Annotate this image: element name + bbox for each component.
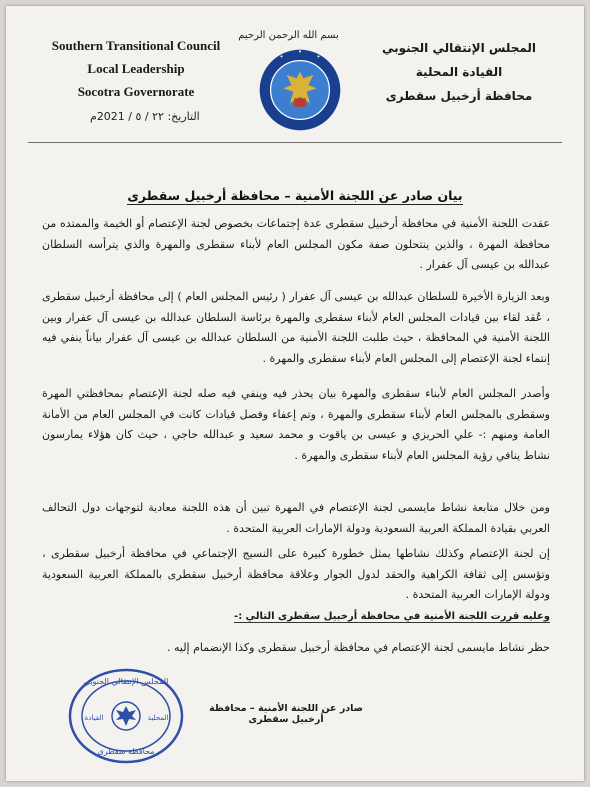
paragraph-3: وأصدر المجلس العام لأبناء سقطرى والمهرة بيان يحذر فيه وينفي فيه صله لجنة الإعتصام بمحافظتي المهرة وسقطرى بالمجلس العام لأبناء سقطرى والمهرة ، وتم إعفاء وفصل قيادات كانت في المجلس العام من الأمانة العامة ومنهم :- علي الحريزي و عيسى بن ياقوت و محمد سعيد و عبدالله حاجي ، حيث كان هؤلاء يمارسون نشاط ينافي رؤية المجلس العام لأبناء سقطرى والمهرة . [42,387,550,462]
header-arabic-line-1: المجلس الإنتقالي الجنوبي [381,41,537,55]
paragraph-2: وبعد الزيارة الأخيرة للسلطان عبدالله بن عيسى آل عفرار ( رئيس المجلس العام ) إلى محافظة أرخبيل سقطرى ، عُقد لقاء بين قيادات المجلس العام لأبناء سقطرى والمهرة برئاسة السلطان عبدالله بن عيسى آل عفرار وبين اللجنة الأمنية في المحافظة ، حيث طلبت اللجنة الأمنية من السلطان عبدالله بن عيسى آل عفرار بياناً ينفي فيه إنتماء لجنة الإعتصام إلى المجلس العام لأبناء سقطرى والمهرة . [42,290,550,365]
signoff: صادر عن اللجنة الأمنية – محافظة أرخبيل سقطرى [209,703,363,725]
paragraph-4: ومن خلال متابعة نشاط مايسمى لجنة الإعتصام في المهرة تبين أن هذه اللجنة معادية لتوجهات دول التحالف العربي بقيادة المملكة العربية السعودية ودولة الإمارات العربية المتحدة . [42,501,550,535]
stamp-text-left: القيادة [84,714,104,722]
stamp-text-right: المحلية [147,714,169,722]
header-arabic-line-3: محافظة أرخبيل سقطرى [385,89,533,103]
stc-eagle-emblem-icon [258,48,342,132]
header-english-line-2: Local Leadership [87,61,185,76]
date-label: التاريخ [171,110,200,123]
date-value: ٢٢ / ٥ / 2021م [90,110,164,123]
document-title [6,188,584,203]
decision-text: حظر نشاط مايسمى لجنة الإعتصام في محافظة أرخبيل سقطرى وكذا الإنضمام إليه . [166,641,550,654]
stamp-text-top: المجلس الإنتقالي الجنوبي [83,677,169,686]
document-page [6,6,584,781]
date-line: التاريخ: ٢٢ / ٥ / 2021م [90,110,200,123]
official-seal-stamp-icon [66,666,186,766]
header-english [46,34,226,103]
header-english-line-3: Socotra Governorate [77,84,195,99]
decision-heading [42,611,550,622]
bismillah: بسم الله الرحمن الرحيم [238,30,339,41]
decision-heading-text: وعليه قررت اللجنة الأمنية في محافظة أرخبيل سقطرى التالي :- [234,611,550,622]
header-divider [28,142,562,143]
paragraph-1: عقدت اللجنة الأمنية في محافظة أرخبيل سقطرى عدة إجتماعات بخصوص لجنة الإعتصام أو الخيمة والممتده من محافظة المهرة ، والذين ينتحلون صفة مكون المجلس العام لأبناء سقطرى والمهرة والذي يترأسه السلطان عبدالله بن عيسى آل عفرار . [42,217,550,271]
stamp-text-bottom: محافظة سقطرى [97,747,155,756]
header-arabic [374,36,544,108]
header-english-line-1: Southern Transitional Council [51,38,221,53]
document-title-text: بيان صادر عن اللجنة الأمنية – محافظة أرخبيل سقطرى [127,188,463,203]
header-arabic-line-2: القيادة المحلية [415,65,503,79]
paragraph-5: إن لجنة الإعتصام وكذلك نشاطها يمثل خطورة كبيرة على النسيج الإجتماعي في محافظة أرخبيل سقطرى ، وتؤسس إلى ثقافة الكراهية والحقد لدول الجوار وعلاقة محافظة أرخبيل سقطرى بالمملكة العربية السعودية ودولة الإمارات العربية المتحدة . [42,547,550,601]
